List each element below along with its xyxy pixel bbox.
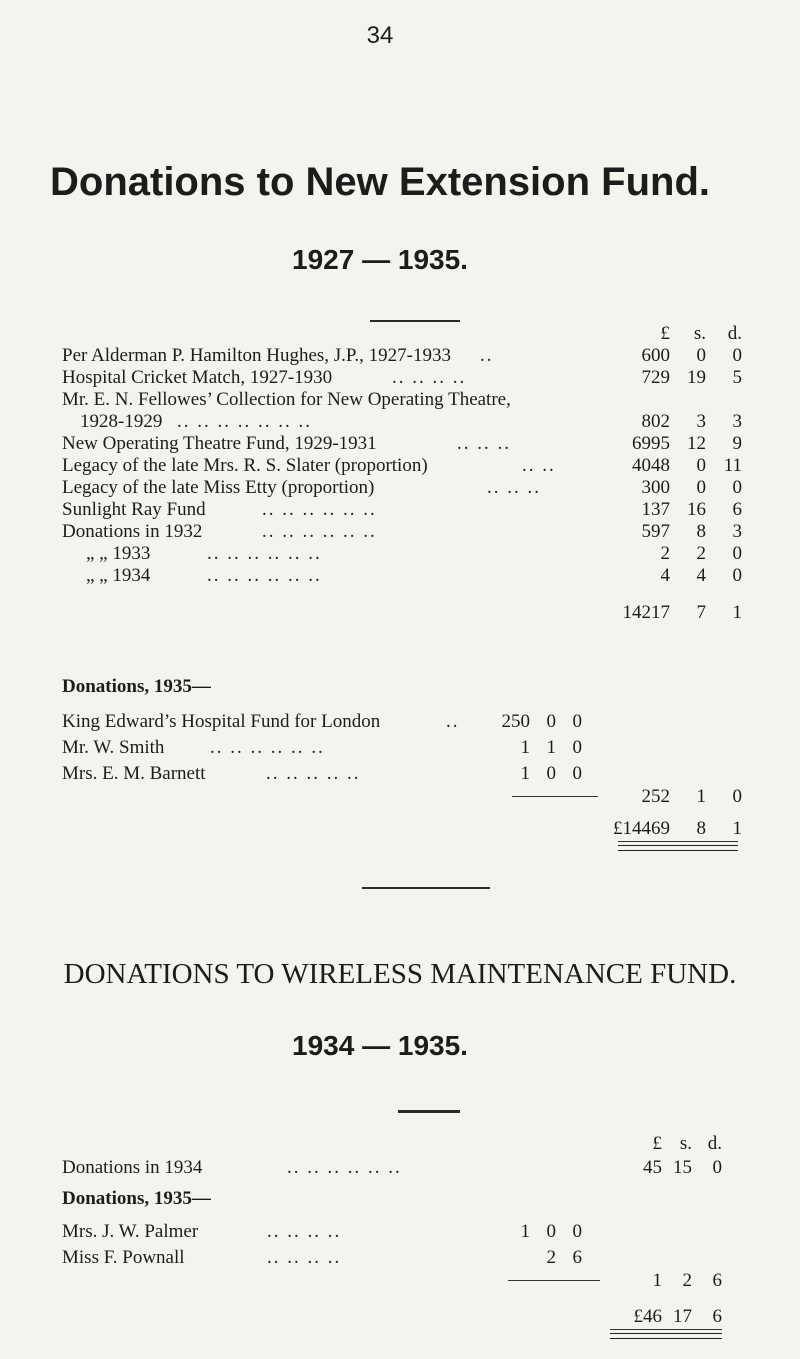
amount-pence: 2 xyxy=(546,1247,556,1268)
leader-dots: .. .. .. .. .. .. xyxy=(210,737,325,758)
amount-pounds: 597 xyxy=(641,521,670,542)
section-divider xyxy=(398,1110,460,1113)
amount-shillings: 4 xyxy=(696,565,706,586)
subtotal-pounds: 14217 xyxy=(622,602,670,623)
amount-pounds: 250 xyxy=(501,711,530,732)
wireless-fund-title: DONATIONS TO WIRELESS MAINTENANCE FUND. xyxy=(63,958,737,990)
amount-pounds: 137 xyxy=(641,499,670,520)
page-title: Donations to New Extension Fund. xyxy=(50,160,710,204)
subtotal-shillings: 2 xyxy=(682,1270,692,1291)
leader-dots: .. xyxy=(446,711,460,732)
sum-line xyxy=(508,1280,600,1281)
amount-pence: 9 xyxy=(732,433,742,454)
row-label: Mrs. E. M. Barnett xyxy=(62,763,206,784)
row-label: 1928-1929 xyxy=(80,411,163,432)
leader-dots: .. .. .. .. .. .. xyxy=(262,521,377,542)
amount-pence: 0 xyxy=(732,345,742,366)
row-label: Legacy of the late Mrs. R. S. Slater (proportion) xyxy=(62,455,428,476)
leader-dots: .. .. .. .. .. .. xyxy=(287,1157,402,1178)
row-label: Donations in 1934 xyxy=(62,1157,203,1178)
row-label: „ „ 1933 xyxy=(86,543,151,564)
row-label: Sunlight Ray Fund xyxy=(62,499,206,520)
amount-pence: 5 xyxy=(732,367,742,388)
section-heading xyxy=(62,676,762,698)
row-label: Mr. E. N. Fellowes’ Collection for New Operating Theatre, xyxy=(62,389,511,410)
amount-pounds: 6995 xyxy=(632,433,670,454)
grand-total-pounds: £14469 xyxy=(613,818,670,839)
leader-dots: .. .. .. .. xyxy=(267,1221,342,1242)
leader-dots: .. .. .. .. .. .. xyxy=(207,543,322,564)
amount-shillings: 1 xyxy=(520,1221,530,1242)
table-row xyxy=(62,1247,762,1269)
amount-shillings: 0 xyxy=(546,711,556,732)
section-heading-label: Donations, 1935— xyxy=(62,676,211,697)
amount-pence: 3 xyxy=(732,521,742,542)
grand-total-pence: 6 xyxy=(712,1306,722,1327)
leader-dots: .. xyxy=(480,345,494,366)
total-underline xyxy=(618,841,738,842)
amount-shillings: 19 xyxy=(687,367,706,388)
leader-dots: .. .. .. .. xyxy=(267,1247,342,1268)
row-label: Legacy of the late Miss Etty (proportion) xyxy=(62,477,375,498)
subtotal-pence: 6 xyxy=(712,1270,722,1291)
amount-pounds: 45 xyxy=(643,1157,662,1178)
amount-pence: 0 xyxy=(732,565,742,586)
amount-pounds: 1 xyxy=(520,763,530,784)
row-label: Donations in 1932 xyxy=(62,521,203,542)
leader-dots: .. .. .. xyxy=(487,477,541,498)
amount-pounds: 2 xyxy=(660,543,670,564)
amount-farthing: 0 xyxy=(572,1221,582,1242)
subtotal-shillings: 7 xyxy=(696,602,706,623)
pence-header: d. xyxy=(727,323,742,344)
amount-pence: 0 xyxy=(712,1157,722,1178)
table-row xyxy=(62,711,762,733)
grand-total-pounds: £46 xyxy=(633,1306,662,1327)
grand-total-shillings: 8 xyxy=(696,818,706,839)
row-label: King Edward’s Hospital Fund for London xyxy=(62,711,381,732)
amount-pence: 0 xyxy=(572,737,582,758)
row-label: Miss F. Pownall xyxy=(62,1247,185,1268)
amount-shillings: 0 xyxy=(696,345,706,366)
subtotal-pence: 1 xyxy=(732,602,742,623)
amount-shillings: 8 xyxy=(696,521,706,542)
table-row xyxy=(62,1221,762,1243)
leader-dots: .. .. .. .. .. .. xyxy=(262,499,377,520)
period-subtitle: 1927 — 1935. xyxy=(292,244,468,275)
amount-pounds: 729 xyxy=(641,367,670,388)
row-label: Mrs. J. W. Palmer xyxy=(62,1221,199,1242)
amount-pence: 0 xyxy=(572,711,582,732)
amount-pounds: 4 xyxy=(660,565,670,586)
amount-shillings: 1 xyxy=(546,737,556,758)
row-label: Per Alderman P. Hamilton Hughes, J.P., 1927-1933 xyxy=(62,345,451,366)
amount-pounds: 802 xyxy=(641,411,670,432)
total-double-rule xyxy=(618,845,738,851)
total-double-rule xyxy=(610,1333,722,1339)
sum-line xyxy=(512,796,598,797)
amount-shillings: 12 xyxy=(687,433,706,454)
section-heading xyxy=(62,1188,762,1210)
subtotal-pence: 0 xyxy=(732,786,742,807)
grand-total-pence: 1 xyxy=(732,818,742,839)
subtotal-shillings: 1 xyxy=(696,786,706,807)
amount-pence: 0 xyxy=(732,543,742,564)
amount-shillings: 0 xyxy=(696,477,706,498)
table-row xyxy=(62,737,762,759)
wireless-period: 1934 — 1935. xyxy=(292,1030,468,1061)
leader-dots: .. .. .. .. xyxy=(392,367,467,388)
leader-dots: .. .. .. .. .. xyxy=(266,763,361,784)
amount-shillings: 15 xyxy=(673,1157,692,1178)
table-row xyxy=(62,389,762,411)
row-label: „ „ 1934 xyxy=(86,565,151,586)
amount-pence: 11 xyxy=(723,455,742,476)
grand-total-shillings: 17 xyxy=(673,1306,692,1327)
shillings-header: s. xyxy=(693,323,706,344)
section-divider xyxy=(362,887,490,889)
amount-pence: 0 xyxy=(572,763,582,784)
subtotal-pounds: 252 xyxy=(641,786,670,807)
pounds-header: £ xyxy=(660,323,670,344)
amount-pence: 0 xyxy=(732,477,742,498)
amount-pounds: 300 xyxy=(641,477,670,498)
amount-pence: 3 xyxy=(732,411,742,432)
amount-farthing: 6 xyxy=(572,1247,582,1268)
leader-dots: .. .. .. xyxy=(457,433,511,454)
amount-shillings: 3 xyxy=(696,411,706,432)
row-label: Mr. W. Smith xyxy=(62,737,165,758)
leader-dots: .. .. .. .. .. .. .. xyxy=(177,411,312,432)
subtotal-pounds: 1 xyxy=(652,1270,662,1291)
amount-pounds: 600 xyxy=(641,345,670,366)
row-label: New Operating Theatre Fund, 1929-1931 xyxy=(62,433,377,454)
shillings-header: s. xyxy=(679,1133,692,1154)
section-heading-label: Donations, 1935— xyxy=(62,1188,211,1209)
amount-shillings: 0 xyxy=(696,455,706,476)
amount-pence: 0 xyxy=(546,1221,556,1242)
amount-shillings: 2 xyxy=(696,543,706,564)
leader-dots: .. .. .. .. .. .. xyxy=(207,565,322,586)
leader-dots: .. .. xyxy=(522,455,556,476)
table-row xyxy=(62,763,762,785)
page-number: 34 xyxy=(366,22,394,49)
pence-header: d. xyxy=(707,1133,722,1154)
amount-shillings: 0 xyxy=(546,763,556,784)
row-label: Hospital Cricket Match, 1927-1930 xyxy=(62,367,333,388)
amount-pounds: 1 xyxy=(520,737,530,758)
amount-pounds: 4048 xyxy=(632,455,670,476)
section-divider xyxy=(370,320,460,322)
amount-shillings: 16 xyxy=(687,499,706,520)
pounds-header: £ xyxy=(652,1133,662,1154)
amount-pence: 6 xyxy=(732,499,742,520)
total-underline xyxy=(610,1329,722,1330)
